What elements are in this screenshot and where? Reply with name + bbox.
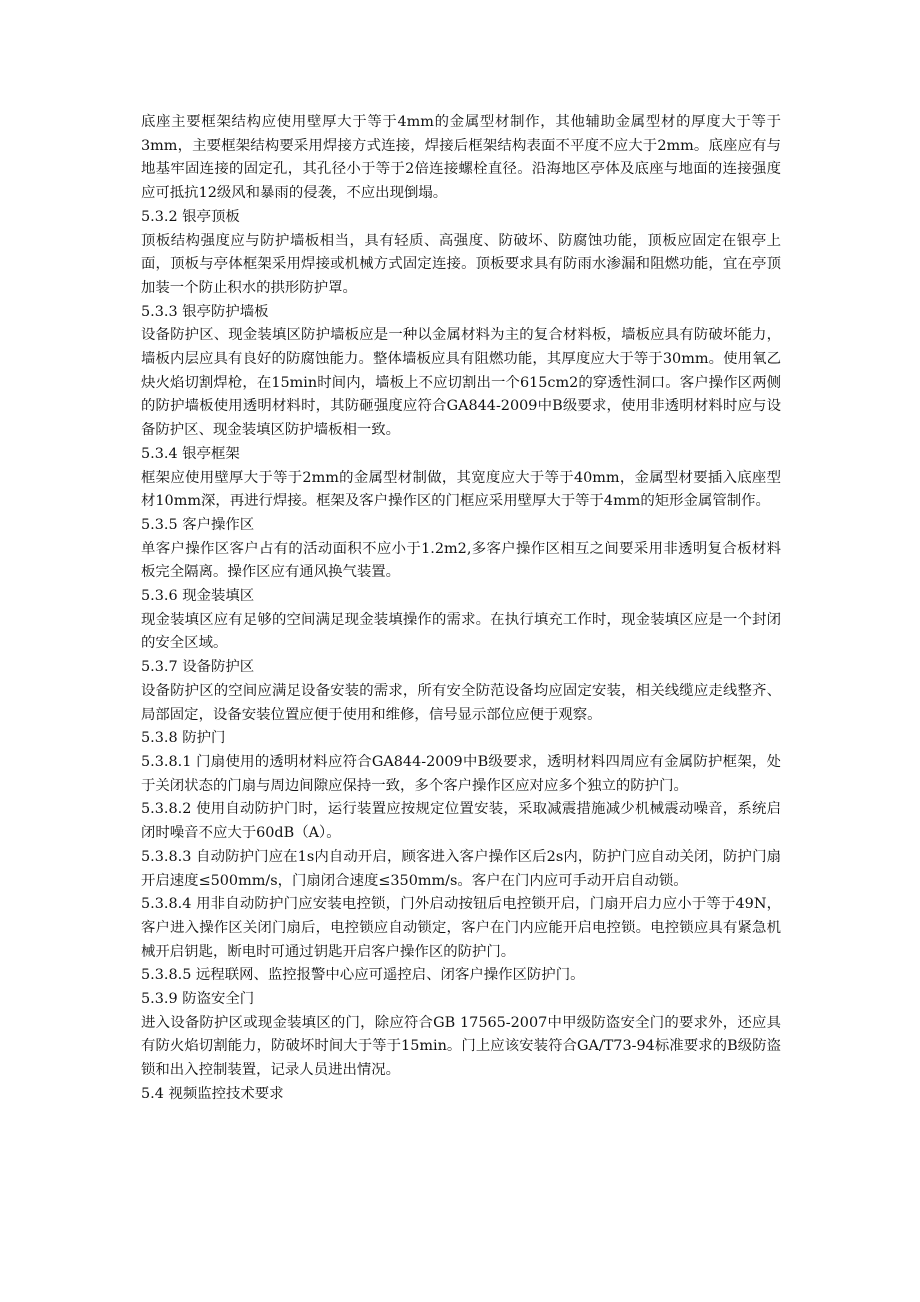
- section-heading-5-3-2: 5.3.2 银亭顶板: [141, 208, 240, 225]
- section-heading-5-3-6: 5.3.6 现金装填区: [141, 588, 255, 605]
- paragraph-base-frame: 底座主要框架结构应使用壁厚大于等于4mm的金属型材制作，其他辅助金属型材的厚度大于等于3mm，主要框架结构要采用焊接方式连接，焊接后框架结构表面不平度不应大于2mm。底座应有与地基牢固连接的固定孔，其孔径小于等于2倍连接螺栓直径。沿海地区亭体及底座与地面的连接强度应可抵抗12级风和暴雨的侵袭，不应出现倒塌。: [141, 114, 781, 202]
- section-heading-5-3-9: 5.3.9 防盗安全门: [141, 991, 255, 1008]
- paragraph-security-door: 进入设备防护区或现金装填区的门，除应符合GB 17565-2007中甲级防盗安全门的要求外，还应具有防火焰切割能力，防破坏时间大于等于15min。门上应该安装符合GA/T73-94标准要求的B级防盗锁和出入控制装置，记录人员进出情况。: [141, 1014, 781, 1079]
- paragraph-roof-panel: 顶板结构强度应与防护墙板相当，具有轻质、高强度、防破坏、防腐蚀功能，顶板应固定在银亭上面，顶板与亭体框架采用焊接或机械方式固定连接。顶板要求具有防雨水渗漏和阻燃功能，宜在亭顶加装一个防止积水的拱形防护罩。: [141, 232, 781, 296]
- paragraph-5-3-8-3: 5.3.8.3 自动防护门应在1s内自动开启，顾客进入客户操作区后2s内，防护门应自动关闭，防护门扇开启速度≤500mm/s，门扇闭合速度≤350mm/s。客户在门内应可手动开启自动锁。: [141, 848, 781, 889]
- paragraph-5-3-8-5: 5.3.8.5 远程联网、监控报警中心应可遥控启、闭客户操作区防护门。: [141, 967, 585, 984]
- section-heading-5-4: 5.4 视频监控技术要求: [141, 1085, 284, 1102]
- paragraph-wall-panel: 设备防护区、现金装填区防护墙板应是一种以金属材料为主的复合材料板，墙板应具有防破坏能力，墙板内层应具有良好的防腐蚀能力。整体墙板应具有阻燃功能，其厚度应大于等于30mm。使用氧乙炔火焰切割焊枪，在15min时间内，墙板上不应切割出一个615cm2的穿透性洞口。客户操作区两侧的防护墙板使用透明材料时，其防砸强度应符合GA844-2009中B级要求，使用非透明材料时应与设备防护区、现金装填区防护墙板相一致。: [141, 327, 781, 439]
- paragraph-cash-loading-area: 现金装填区应有足够的空间满足现金装填操作的需求。在执行填充工作时，现金装填区应是一个封闭的安全区域。: [141, 611, 781, 652]
- paragraph-5-3-8-2: 5.3.8.2 使用自动防护门时，运行装置应按规定位置安装，采取减震措施减少机械震动噪音，系统启闭时噪音不应大于60dB（A）。: [141, 801, 781, 842]
- section-heading-5-3-8: 5.3.8 防护门: [141, 730, 226, 747]
- paragraph-equipment-area: 设备防护区的空间应满足设备安装的需求，所有安全防范设备均应固定安装，相关线缆应走线整齐、局部固定，设备安装位置应便于使用和维修，信号显示部位应便于观察。: [141, 682, 781, 723]
- section-heading-5-3-3: 5.3.3 银亭防护墙板: [141, 303, 269, 320]
- paragraph-5-3-8-4: 5.3.8.4 用非自动防护门应安装电控锁，门外启动按钮后电控锁开启，门扇开启力应小于等于49N，客户进入操作区关闭门扇后，电控锁应自动锁定，客户在门内应能开启电控锁。电控锁应具有紧急机械开启钥匙，断电时可通过钥匙开启客户操作区的防护门。: [141, 896, 781, 960]
- paragraph-customer-area: 单客户操作区客户占有的活动面积不应小于1.2m2,多客户操作区相互之间要采用非透明复合板材料板完全隔离。操作区应有通风换气装置。: [141, 540, 781, 581]
- paragraph-5-3-8-1: 5.3.8.1 门扇使用的透明材料应符合GA844-2009中B级要求，透明材料四周应有金属防护框架，处于关闭状态的门扇与周边间隙应保持一致，多个客户操作区应对应多个独立的防护门。: [141, 753, 781, 794]
- document-body: [141, 111, 781, 1107]
- section-heading-5-3-7: 5.3.7 设备防护区: [141, 659, 255, 676]
- section-heading-5-3-5: 5.3.5 客户操作区: [141, 516, 255, 533]
- section-heading-5-3-4: 5.3.4 银亭框架: [141, 445, 240, 462]
- paragraph-frame: 框架应使用壁厚大于等于2mm的金属型材制做，其宽度应大于等于40mm，金属型材要插入底座型材10mm深，再进行焊接。框架及客户操作区的门框应采用壁厚大于等于4mm的矩形金属管制作。: [141, 469, 781, 510]
